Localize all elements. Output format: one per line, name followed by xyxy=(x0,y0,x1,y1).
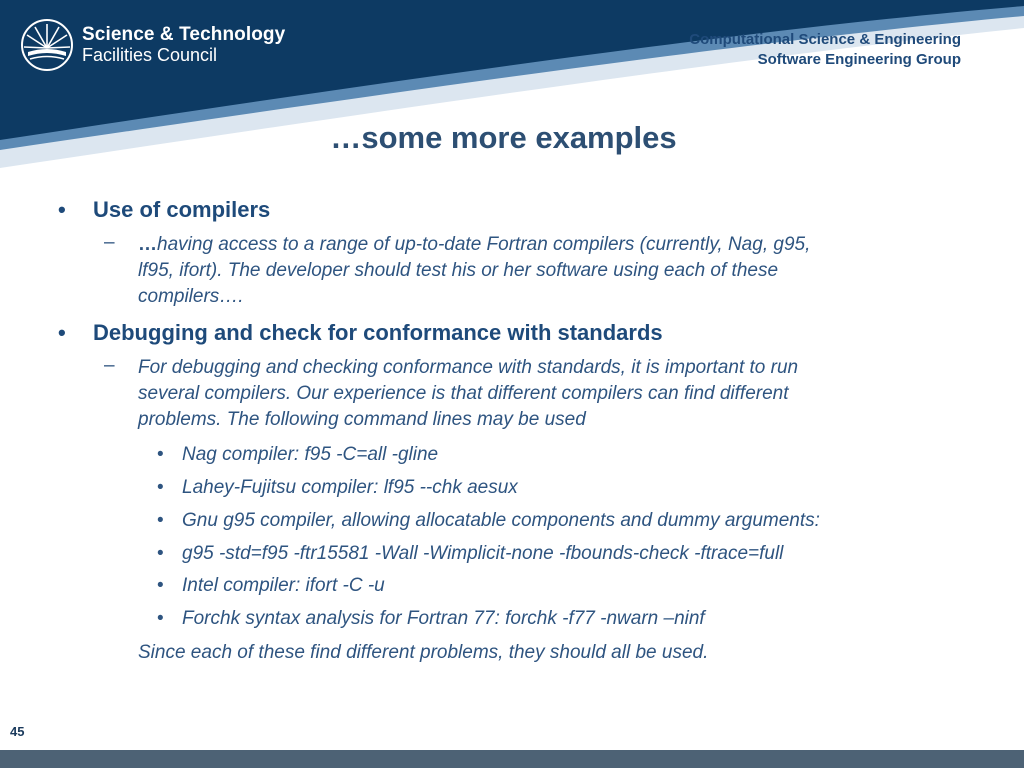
sub-line-2: several compilers. Our experience is that different compilers can find different xyxy=(138,383,789,404)
sub-line-2: lf95, ifort). The developer should test his or her software using each of these xyxy=(138,260,779,281)
bullet-dot: • xyxy=(58,197,66,222)
group-line-1: Computational Science & Engineering xyxy=(689,31,961,48)
bullet-dot: • xyxy=(58,320,66,345)
slide-title: …some more examples xyxy=(330,120,677,155)
page-number: 45 xyxy=(10,724,25,739)
sub-line-3: problems. The following command lines may be used xyxy=(138,409,586,430)
dash-marker: – xyxy=(104,232,115,253)
item-text: Intel compiler: ifort -C -u xyxy=(182,575,385,596)
sub-compilers xyxy=(138,232,810,310)
bullet-dot: • xyxy=(157,543,164,564)
sub-line-1: having access to a range of up-to-date Fortran compilers (currently, Nag, g95, xyxy=(157,234,811,255)
bullet-dot: • xyxy=(157,444,164,465)
logo-subtitle: Facilities Council xyxy=(82,44,218,65)
bullet-text: Use of compilers xyxy=(93,197,271,222)
bullet-text: Debugging and check for conformance with standards xyxy=(93,320,663,345)
ellipsis-lead: … xyxy=(138,234,157,255)
bullet-dot: • xyxy=(157,510,164,531)
sub-line-1: For debugging and checking conformance with standards, it is important to run xyxy=(138,357,799,378)
sub-line xyxy=(138,232,810,258)
logo-title: Science & Technology xyxy=(82,23,286,45)
item-text: Forchk syntax analysis for Fortran 77: forchk -f77 -nwarn –ninf xyxy=(182,608,705,629)
bullet-dot: • xyxy=(157,575,164,596)
sub-debugging xyxy=(138,355,798,433)
item-text: Lahey-Fujitsu compiler: lf95 --chk aesux xyxy=(182,477,518,498)
bullet-dot: • xyxy=(157,608,164,629)
closing-note: Since each of these find different problems, they should all be used. xyxy=(138,642,709,663)
sub-line-3: compilers…. xyxy=(138,286,244,307)
dash-marker: – xyxy=(104,355,115,376)
item-text: Nag compiler: f95 -C=all -gline xyxy=(182,444,439,465)
footer-bar xyxy=(0,750,1024,768)
item-text: g95 -std=f95 -ftr15581 -Wall -Wimplicit-none -fbounds-check -ftrace=full xyxy=(182,543,784,564)
group-line-2: Software Engineering Group xyxy=(757,50,961,68)
bullet-dot: • xyxy=(157,477,164,498)
item-text: Gnu g95 compiler, allowing allocatable components and dummy arguments: xyxy=(182,510,820,531)
